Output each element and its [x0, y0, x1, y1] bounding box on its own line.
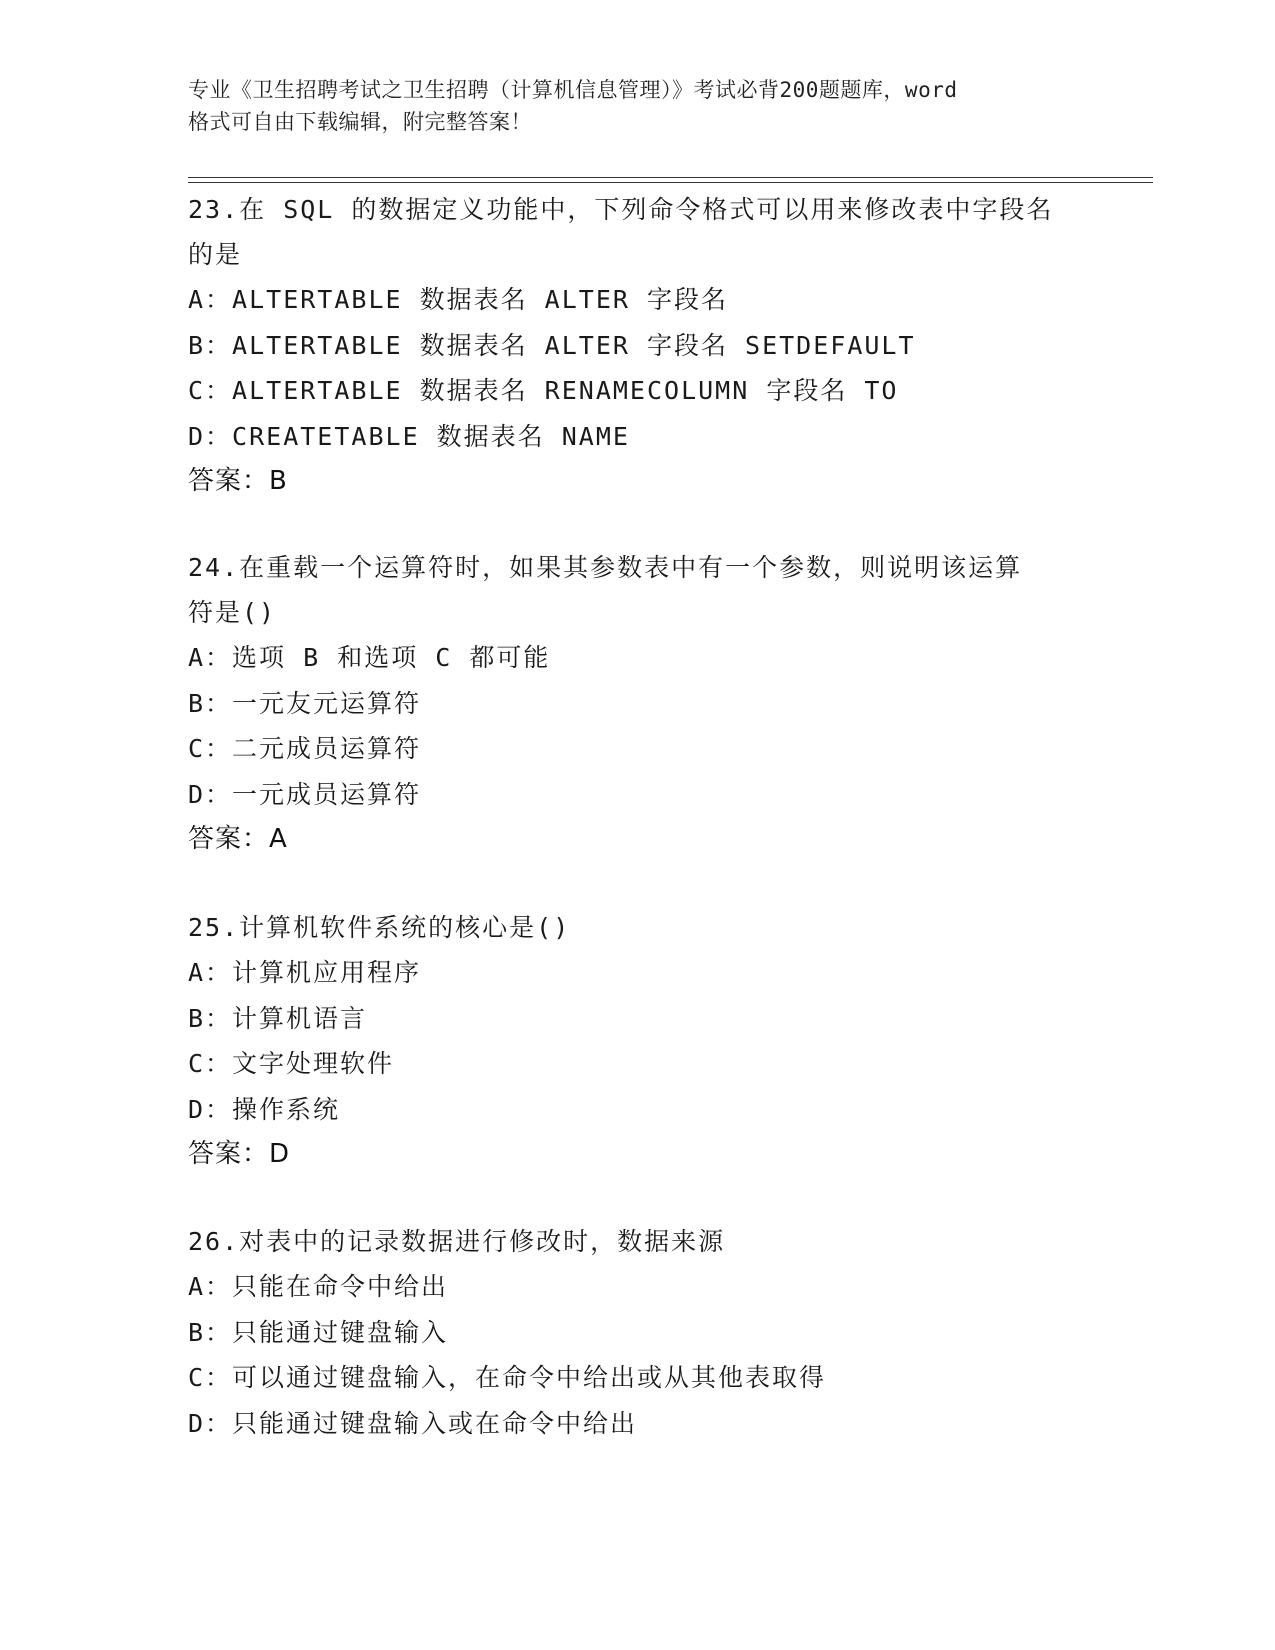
- option-c: C：ALTERTABLE 数据表名 RENAMECOLUMN 字段名 TO: [188, 376, 899, 405]
- option-b: B：一元友元运算符: [188, 688, 422, 718]
- question-stem-line: 24.在重载一个运算符时，如果其参数表中有一个参数，则说明该运算: [188, 553, 1023, 582]
- answer: 答案：A: [188, 824, 288, 854]
- question-23: [188, 187, 1088, 504]
- option-a: A：选项 B 和选项 C 都可能: [188, 643, 551, 672]
- option-d: D：操作系统: [188, 1094, 341, 1124]
- option-b: B：只能通过键盘输入: [188, 1317, 449, 1347]
- option-a: A：只能在命令中给出: [188, 1272, 449, 1301]
- option-a: A：计算机应用程序: [188, 958, 422, 987]
- question-24: [188, 545, 1088, 862]
- question-stem-line: 23.在 SQL 的数据定义功能中，下列命令格式可以用来修改表中字段名: [188, 195, 1054, 224]
- option-d: D：一元成员运算符: [188, 779, 422, 809]
- header-intro-line-1: 专业《卫生招聘考试之卫生招聘（计算机信息管理）》考试必背200题题库，word: [188, 78, 958, 102]
- option-b: B：ALTERTABLE 数据表名 ALTER 字段名 SETDEFAULT: [188, 330, 916, 360]
- answer: 答案：D: [188, 1139, 291, 1169]
- question-stem-line: 的是: [188, 240, 243, 269]
- question-25: [188, 905, 1088, 1177]
- option-d: D：CREATETABLE 数据表名 NAME: [188, 421, 630, 451]
- option-b: B：计算机语言: [188, 1003, 368, 1033]
- answer: 答案：B: [188, 466, 288, 496]
- option-c: C：文字处理软件: [188, 1049, 395, 1078]
- question-stem-line: 26.对表中的记录数据进行修改时，数据来源: [188, 1227, 726, 1256]
- option-a: A：ALTERTABLE 数据表名 ALTER 字段名: [188, 285, 728, 314]
- header-intro-line-2: 格式可自由下载编辑，附完整答案！: [188, 110, 532, 134]
- option-d: D：只能通过键盘输入或在命令中给出: [188, 1408, 638, 1438]
- option-c: C：二元成员运算符: [188, 734, 422, 763]
- header-divider-bottom: [188, 182, 1153, 183]
- document-header: [188, 74, 1088, 138]
- question-26: [188, 1219, 1088, 1446]
- header-divider-top: [188, 177, 1153, 178]
- option-c: C：可以通过键盘输入，在命令中给出或从其他表取得: [188, 1363, 827, 1392]
- question-stem-line: 25.计算机软件系统的核心是(): [188, 913, 571, 942]
- question-stem-line: 符是(): [188, 598, 277, 627]
